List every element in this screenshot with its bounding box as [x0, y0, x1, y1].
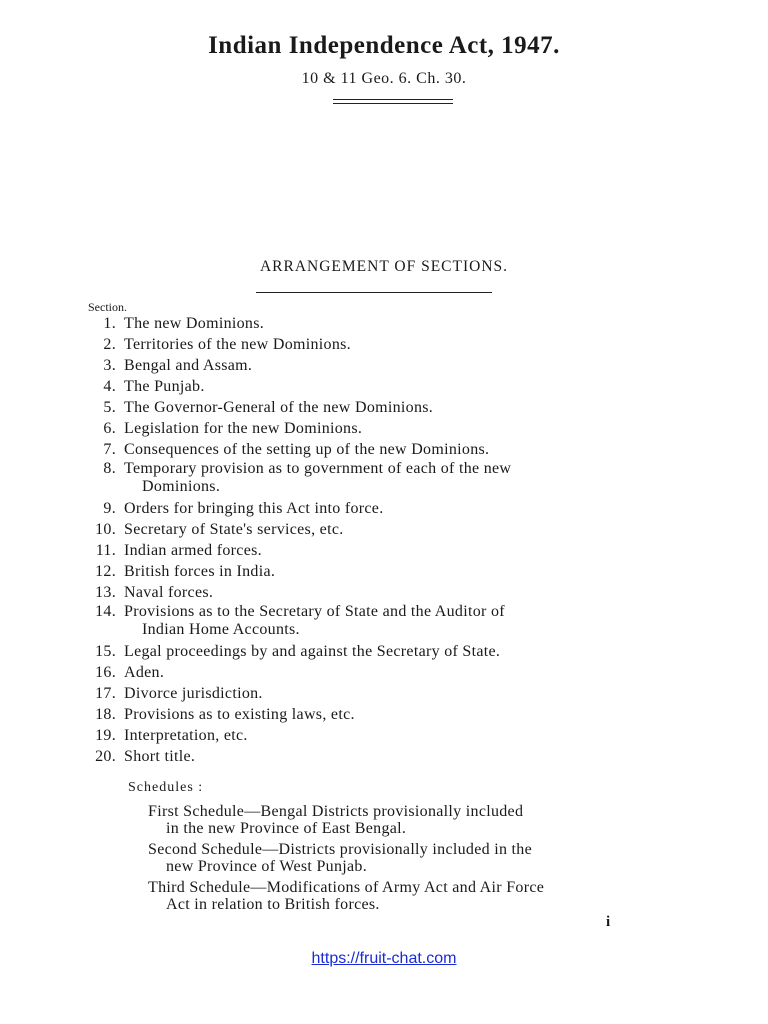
- section-number: 19.: [95, 727, 116, 744]
- section-title: British forces in India.: [124, 563, 276, 580]
- schedules-heading: Schedules :: [128, 780, 204, 795]
- section-number: 3.: [103, 357, 116, 374]
- section-title: Legal proceedings by and against the Secretary of State.: [124, 643, 501, 660]
- section-row: [80, 725, 680, 746]
- schedule-title: Second Schedule—Districts provisionally included in the: [148, 841, 532, 858]
- section-number: 6.: [103, 420, 116, 437]
- section-title: Provisions as to the Secretary of State and the Auditor of: [124, 603, 505, 620]
- section-title: Aden.: [124, 664, 165, 681]
- page-number: i: [606, 914, 611, 930]
- sections-list: [80, 313, 680, 767]
- section-row: [80, 334, 680, 355]
- section-row: [80, 704, 680, 725]
- title-rule-bottom: [333, 103, 453, 104]
- section-number: 2.: [103, 336, 116, 353]
- section-row: [80, 641, 680, 662]
- section-row: [80, 519, 680, 540]
- section-title: Secretary of State's services, etc.: [124, 521, 344, 538]
- section-row: [80, 683, 680, 704]
- title-rule-top: [333, 99, 453, 100]
- source-link[interactable]: https://fruit-chat.com: [311, 950, 457, 967]
- section-title: Bengal and Assam.: [124, 357, 253, 374]
- document-subtitle: 10 & 11 Geo. 6. Ch. 30.: [301, 70, 467, 87]
- section-title: Interpretation, etc.: [124, 727, 248, 744]
- section-column-label: Section.: [88, 300, 127, 314]
- section-title: Naval forces.: [124, 584, 214, 601]
- section-row: [80, 313, 680, 334]
- section-row: [80, 460, 680, 495]
- section-row: [80, 662, 680, 683]
- section-title-continued: Dominions.: [142, 478, 221, 495]
- schedule-title-continued: in the new Province of East Bengal.: [166, 820, 407, 837]
- schedule-item: [148, 803, 668, 837]
- section-title-wrapper: [124, 460, 680, 495]
- section-title: The new Dominions.: [124, 315, 265, 332]
- section-title: Legislation for the new Dominions.: [124, 420, 363, 437]
- section-row: [80, 561, 680, 582]
- section-title: Provisions as to existing laws, etc.: [124, 706, 355, 723]
- section-title: Indian armed forces.: [124, 542, 262, 559]
- schedule-item: [148, 879, 668, 913]
- schedule-title-continued: Act in relation to British forces.: [166, 896, 380, 913]
- section-title: Divorce jurisdiction.: [124, 685, 263, 702]
- section-title: Short title.: [124, 748, 196, 765]
- document-title: Indian Independence Act, 1947.: [208, 32, 560, 59]
- section-row: [80, 439, 680, 460]
- section-number: 9.: [103, 500, 116, 517]
- section-number: 8.: [103, 460, 116, 477]
- schedule-title: First Schedule—Bengal Districts provisionally included: [148, 803, 524, 820]
- section-title: The Punjab.: [124, 378, 205, 395]
- section-number: 15.: [95, 643, 116, 660]
- section-row: [80, 582, 680, 603]
- section-number: 14.: [95, 603, 116, 620]
- section-row: [80, 498, 680, 519]
- section-row: [80, 603, 680, 638]
- section-number: 7.: [103, 441, 116, 458]
- section-number: 1.: [103, 315, 116, 332]
- section-row: [80, 355, 680, 376]
- section-number: 11.: [95, 542, 116, 559]
- section-row: [80, 540, 680, 561]
- section-row: [80, 397, 680, 418]
- section-title: Territories of the new Dominions.: [124, 336, 351, 353]
- section-title-wrapper: [124, 603, 680, 638]
- section-number: 13.: [95, 584, 116, 601]
- schedule-title: Third Schedule—Modifications of Army Act and Air Force: [148, 879, 545, 896]
- schedule-title-continued: new Province of West Punjab.: [166, 858, 368, 875]
- section-number: 5.: [103, 399, 116, 416]
- section-number: 18.: [95, 706, 116, 723]
- section-title: Consequences of the setting up of the new Dominions.: [124, 441, 490, 458]
- section-title: Orders for bringing this Act into force.: [124, 500, 384, 517]
- section-row: [80, 746, 680, 767]
- section-row: [80, 376, 680, 397]
- section-number: 12.: [95, 563, 116, 580]
- section-number: 4.: [103, 378, 116, 395]
- schedule-item: [148, 841, 668, 875]
- arrangement-heading: ARRANGEMENT OF SECTIONS.: [259, 258, 509, 275]
- section-number: 20.: [95, 748, 116, 765]
- section-row: [80, 418, 680, 439]
- section-number: 10.: [95, 521, 116, 538]
- section-number: 16.: [95, 664, 116, 681]
- section-title-continued: Indian Home Accounts.: [142, 621, 300, 638]
- heading-rule: [256, 292, 492, 293]
- section-number: 17.: [95, 685, 116, 702]
- section-title: The Governor-General of the new Dominions.: [124, 399, 434, 416]
- section-title: Temporary provision as to government of each of the new: [124, 460, 512, 477]
